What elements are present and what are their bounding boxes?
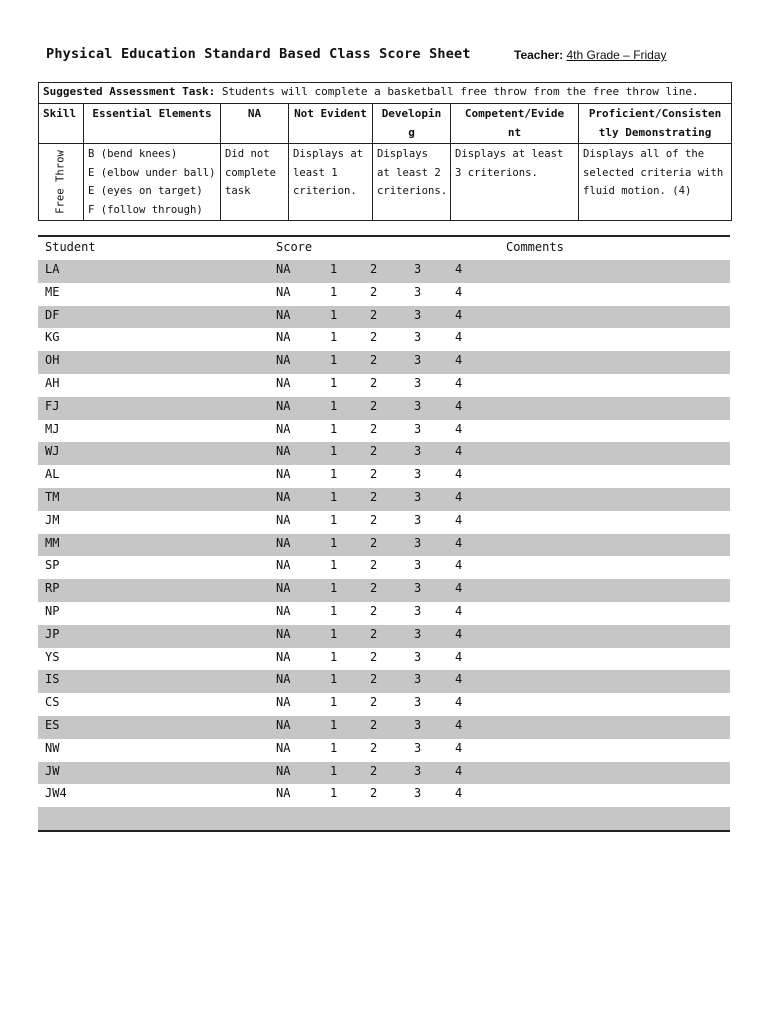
score-option-2[interactable]: 2: [370, 740, 378, 755]
rubric-header-row: [39, 104, 732, 144]
comments-column-header: Comments: [506, 240, 564, 254]
score-option-na[interactable]: NA: [276, 649, 291, 664]
score-option-2[interactable]: 2: [370, 375, 378, 390]
student-row: [38, 716, 730, 739]
student-name: JM: [45, 512, 60, 527]
score-column-header: Score: [276, 240, 313, 254]
student-name: MJ: [45, 421, 60, 436]
score-option-4[interactable]: 4: [455, 307, 463, 322]
score-option-3[interactable]: 3: [414, 353, 422, 368]
student-row: [38, 602, 730, 625]
student-name: NP: [45, 603, 60, 618]
score-option-1[interactable]: 1: [330, 512, 338, 527]
student-name: FJ: [45, 398, 60, 413]
score-option-na[interactable]: NA: [276, 512, 291, 527]
score-option-1[interactable]: 1: [330, 284, 338, 299]
score-option-na[interactable]: NA: [276, 626, 291, 641]
score-option-4[interactable]: 4: [455, 672, 463, 687]
essential-element: F (follow through): [88, 203, 203, 216]
score-option-2[interactable]: 2: [370, 421, 378, 436]
score-option-1[interactable]: 1: [330, 581, 338, 596]
student-name: LA: [45, 262, 60, 276]
assessment-task-row: [39, 83, 732, 104]
score-option-na[interactable]: NA: [276, 284, 291, 299]
student-row: [38, 739, 730, 762]
score-option-na[interactable]: NA: [276, 467, 291, 482]
col-header-proficient: Proficient/Consisten tly Demonstrating: [579, 104, 732, 144]
score-option-2[interactable]: 2: [370, 558, 378, 573]
score-option-3[interactable]: 3: [414, 558, 422, 573]
score-option-4[interactable]: 4: [455, 398, 463, 413]
score-option-1[interactable]: 1: [330, 467, 338, 482]
student-row: [38, 397, 730, 420]
student-row: [38, 260, 730, 283]
score-option-3[interactable]: 3: [414, 398, 422, 413]
score-option-na[interactable]: NA: [276, 581, 291, 596]
student-column-header: Student: [45, 240, 96, 254]
rubric-body-row: [39, 144, 732, 221]
student-row: [38, 488, 730, 511]
score-option-2[interactable]: 2: [370, 489, 378, 504]
student-name: RP: [45, 581, 60, 596]
score-option-4[interactable]: 4: [455, 603, 463, 618]
score-option-1[interactable]: 1: [330, 672, 338, 687]
essential-element: E (eyes on target): [88, 185, 203, 197]
score-rows: [38, 260, 730, 830]
score-option-na[interactable]: NA: [276, 763, 291, 778]
score-option-4[interactable]: 4: [455, 558, 463, 573]
score-option-4[interactable]: 4: [455, 581, 463, 596]
score-option-na[interactable]: NA: [276, 398, 291, 413]
student-name: AL: [45, 467, 60, 482]
student-name: MM: [45, 535, 60, 550]
page-title: Physical Education Standard Based Class Score Sheet: [46, 46, 471, 62]
score-table: [38, 235, 730, 832]
score-option-na[interactable]: NA: [276, 535, 291, 550]
score-option-4[interactable]: 4: [455, 330, 463, 345]
score-option-na[interactable]: NA: [276, 717, 291, 732]
score-option-1[interactable]: 1: [330, 740, 338, 755]
score-option-3[interactable]: 3: [414, 740, 422, 755]
teacher-label: Teacher:: [514, 48, 564, 62]
student-name: SP: [45, 558, 60, 573]
student-row: [38, 511, 730, 534]
proficient-description: Displays all of the selected criteria with fluid motion. (4): [579, 144, 732, 221]
score-option-1[interactable]: 1: [330, 763, 338, 778]
page-header: [46, 46, 736, 68]
score-option-2[interactable]: 2: [370, 786, 378, 801]
score-option-na[interactable]: NA: [276, 786, 291, 801]
score-option-3[interactable]: 3: [414, 444, 422, 459]
score-option-4[interactable]: 4: [455, 535, 463, 550]
score-option-1[interactable]: 1: [330, 262, 338, 276]
score-option-na[interactable]: NA: [276, 330, 291, 345]
student-name: ES: [45, 717, 60, 732]
score-option-na[interactable]: NA: [276, 558, 291, 573]
competent-description: Displays at least 3 criterions.: [451, 144, 579, 221]
score-option-4[interactable]: 4: [455, 695, 463, 710]
score-option-1[interactable]: 1: [330, 330, 338, 345]
score-option-na[interactable]: NA: [276, 262, 291, 276]
essential-element: B (bend knees): [88, 148, 178, 160]
score-option-2[interactable]: 2: [370, 307, 378, 322]
score-option-1[interactable]: 1: [330, 353, 338, 368]
student-row: [38, 648, 730, 671]
score-option-2[interactable]: 2: [370, 353, 378, 368]
student-name: CS: [45, 695, 60, 710]
score-option-3[interactable]: 3: [414, 307, 422, 322]
developing-description: Displays at least 2 criterions.: [373, 144, 451, 221]
student-name: ME: [45, 284, 60, 299]
essential-element: E (elbow under ball): [88, 166, 216, 179]
score-option-3[interactable]: 3: [414, 262, 422, 276]
score-option-3[interactable]: 3: [414, 649, 422, 664]
score-option-4[interactable]: 4: [455, 421, 463, 436]
score-option-na[interactable]: NA: [276, 740, 291, 755]
score-option-2[interactable]: 2: [370, 512, 378, 527]
student-row: [38, 465, 730, 488]
student-name: JW4: [45, 786, 67, 801]
score-option-na[interactable]: NA: [276, 603, 291, 618]
student-name: YS: [45, 649, 60, 664]
student-row: [38, 807, 730, 830]
score-option-3[interactable]: 3: [414, 467, 422, 482]
student-row: [38, 579, 730, 602]
student-row: [38, 762, 730, 785]
student-row: [38, 374, 730, 397]
score-option-4[interactable]: 4: [455, 262, 463, 276]
skill-cell: [39, 144, 84, 221]
score-option-4[interactable]: 4: [455, 444, 463, 459]
score-option-3[interactable]: 3: [414, 763, 422, 778]
student-row: [38, 556, 730, 579]
col-header-essential-elements: Essential Elements: [84, 104, 221, 144]
score-option-3[interactable]: 3: [414, 489, 422, 504]
score-option-na[interactable]: NA: [276, 444, 291, 459]
na-description: Did not complete task: [221, 144, 289, 221]
score-option-1[interactable]: 1: [330, 375, 338, 390]
assessment-task-label: Suggested Assessment Task:: [43, 85, 216, 98]
score-option-4[interactable]: 4: [455, 717, 463, 732]
score-option-1[interactable]: 1: [330, 489, 338, 504]
score-option-2[interactable]: 2: [370, 535, 378, 550]
score-option-na[interactable]: NA: [276, 695, 291, 710]
student-row: [38, 670, 730, 693]
student-name: KG: [45, 330, 60, 345]
assessment-task: [39, 83, 732, 104]
score-option-1[interactable]: 1: [330, 398, 338, 413]
score-option-2[interactable]: 2: [370, 330, 378, 345]
col-header-skill: Skill: [39, 104, 84, 144]
score-option-na[interactable]: NA: [276, 421, 291, 436]
not-evident-description: Displays at least 1 criterion.: [289, 144, 373, 221]
score-option-na[interactable]: NA: [276, 672, 291, 687]
score-option-2[interactable]: 2: [370, 695, 378, 710]
score-option-1[interactable]: 1: [330, 558, 338, 573]
score-option-3[interactable]: 3: [414, 284, 422, 299]
score-option-1[interactable]: 1: [330, 717, 338, 732]
score-option-3[interactable]: 3: [414, 375, 422, 390]
score-option-2[interactable]: 2: [370, 581, 378, 596]
student-name: NW: [45, 740, 60, 755]
student-row: [38, 534, 730, 557]
score-option-4[interactable]: 4: [455, 786, 463, 801]
student-name: JW: [45, 763, 60, 778]
student-name: AH: [45, 375, 60, 390]
score-option-4[interactable]: 4: [455, 467, 463, 482]
score-option-4[interactable]: 4: [455, 740, 463, 755]
score-option-2[interactable]: 2: [370, 649, 378, 664]
student-name: DF: [45, 307, 60, 322]
score-option-1[interactable]: 1: [330, 786, 338, 801]
student-row: [38, 351, 730, 374]
score-option-na[interactable]: NA: [276, 353, 291, 368]
student-row: [38, 420, 730, 443]
score-option-3[interactable]: 3: [414, 717, 422, 732]
student-row: [38, 784, 730, 807]
student-row: [38, 306, 730, 329]
student-row: [38, 328, 730, 351]
score-option-1[interactable]: 1: [330, 695, 338, 710]
score-option-3[interactable]: 3: [414, 535, 422, 550]
col-header-competent: Competent/Evide nt: [451, 104, 579, 144]
score-option-4[interactable]: 4: [455, 375, 463, 390]
score-option-1[interactable]: 1: [330, 626, 338, 641]
col-header-na: NA: [221, 104, 289, 144]
score-option-4[interactable]: 4: [455, 353, 463, 368]
teacher-info: [514, 48, 667, 62]
score-option-2[interactable]: 2: [370, 717, 378, 732]
score-option-na[interactable]: NA: [276, 375, 291, 390]
score-option-1[interactable]: 1: [330, 307, 338, 322]
teacher-value: 4th Grade – Friday: [566, 48, 667, 62]
score-option-3[interactable]: 3: [414, 786, 422, 801]
score-option-1[interactable]: 1: [330, 535, 338, 550]
student-row: [38, 283, 730, 306]
score-option-2[interactable]: 2: [370, 444, 378, 459]
score-option-4[interactable]: 4: [455, 763, 463, 778]
score-option-4[interactable]: 4: [455, 649, 463, 664]
student-row: [38, 625, 730, 648]
col-header-not-evident: Not Evident: [289, 104, 373, 144]
score-option-1[interactable]: 1: [330, 444, 338, 459]
col-header-developing: Developin g: [373, 104, 451, 144]
score-option-2[interactable]: 2: [370, 763, 378, 778]
score-option-2[interactable]: 2: [370, 262, 378, 276]
student-name: TM: [45, 489, 60, 504]
student-name: IS: [45, 672, 60, 687]
score-option-3[interactable]: 3: [414, 581, 422, 596]
student-name: JP: [45, 626, 60, 641]
rubric-table: [38, 82, 732, 221]
score-option-4[interactable]: 4: [455, 512, 463, 527]
score-option-3[interactable]: 3: [414, 672, 422, 687]
student-row: [38, 693, 730, 716]
score-option-1[interactable]: 1: [330, 421, 338, 436]
student-row: [38, 442, 730, 465]
score-option-2[interactable]: 2: [370, 467, 378, 482]
score-option-3[interactable]: 3: [414, 695, 422, 710]
essential-elements-cell: [84, 144, 221, 221]
score-option-2[interactable]: 2: [370, 398, 378, 413]
score-option-na[interactable]: NA: [276, 489, 291, 504]
score-table-header: [38, 237, 730, 260]
score-option-na[interactable]: NA: [276, 307, 291, 322]
score-option-1[interactable]: 1: [330, 603, 338, 618]
student-name: OH: [45, 353, 60, 368]
score-option-2[interactable]: 2: [370, 603, 378, 618]
skill-name: Free Throw: [54, 150, 67, 214]
score-option-4[interactable]: 4: [455, 489, 463, 504]
score-option-1[interactable]: 1: [330, 649, 338, 664]
score-option-4[interactable]: 4: [455, 626, 463, 641]
score-option-3[interactable]: 3: [414, 330, 422, 345]
score-option-3[interactable]: 3: [414, 421, 422, 436]
student-name: WJ: [45, 444, 60, 459]
score-option-2[interactable]: 2: [370, 626, 378, 641]
score-option-3[interactable]: 3: [414, 603, 422, 618]
score-option-2[interactable]: 2: [370, 672, 378, 687]
score-option-4[interactable]: 4: [455, 284, 463, 299]
score-option-3[interactable]: 3: [414, 626, 422, 641]
score-option-2[interactable]: 2: [370, 284, 378, 299]
score-option-3[interactable]: 3: [414, 512, 422, 527]
assessment-task-text: Students will complete a basketball free throw from the free throw line.: [221, 85, 699, 98]
